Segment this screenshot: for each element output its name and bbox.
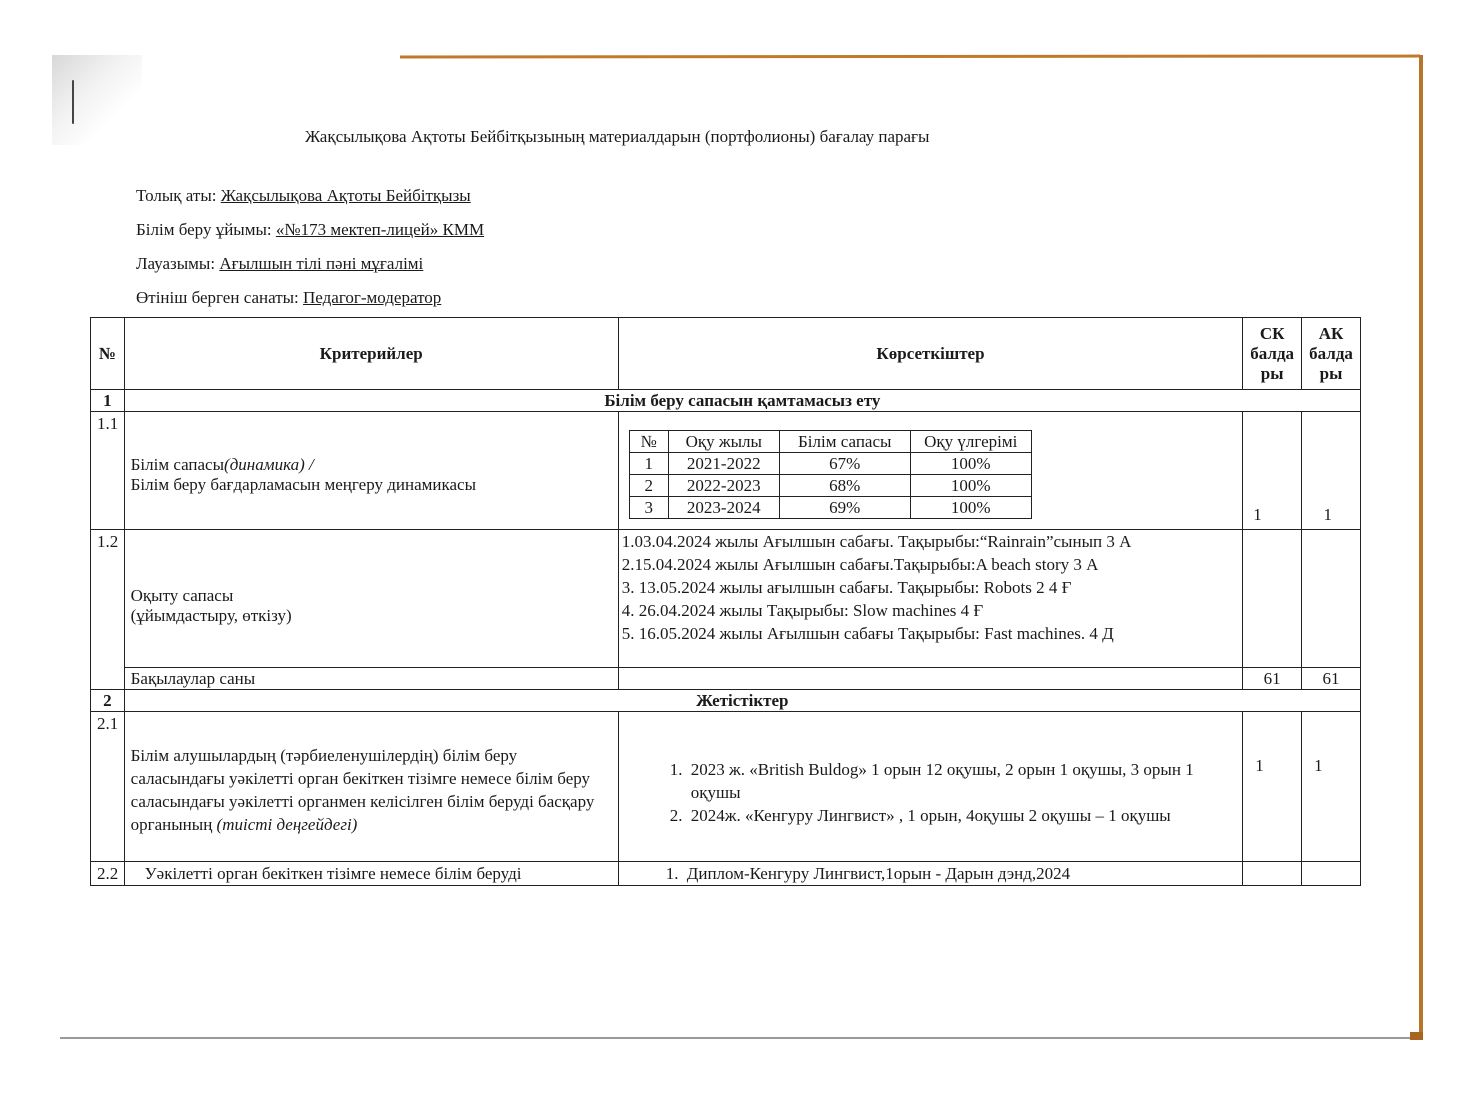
criteria-text: Оқыту сапасы: [130, 585, 234, 605]
row-no: 1.2: [91, 530, 125, 690]
quality-cell: 67%: [779, 453, 910, 475]
achievements-list: [618, 862, 1242, 886]
criteria-italic: (динамика) /: [224, 454, 314, 474]
header-sk-line: ры: [1260, 363, 1284, 383]
row-no: 1.1: [91, 412, 125, 530]
row-criteria: [124, 712, 618, 862]
quality-cell: 69%: [779, 497, 910, 519]
quality-cell: 1: [629, 453, 668, 475]
paper-edge-bottom: [60, 1037, 1420, 1039]
quality-cell: 100%: [910, 475, 1031, 497]
header-ak-line: балда: [1309, 343, 1353, 363]
sk-score-empty: [1243, 530, 1302, 668]
ak-score: 1: [1302, 712, 1361, 862]
info-value: Педагог-модератор: [303, 288, 442, 307]
quality-cell: 100%: [910, 453, 1031, 475]
info-label: Өтініш берген санаты:: [136, 288, 304, 307]
quality-cell: 100%: [910, 497, 1031, 519]
sk-score: 61: [1243, 668, 1302, 690]
observations-indicators: [618, 668, 1242, 690]
criteria-text: Білім беру бағдарламасын меңгеру динамикасы: [130, 474, 476, 494]
info-full-name: [136, 186, 471, 206]
header-ak-line: АК: [1318, 323, 1344, 343]
ak-score-empty: [1302, 530, 1361, 668]
evaluation-table: [90, 317, 1361, 886]
paper-shadow: [52, 55, 142, 145]
info-label: Білім беру ұйымы:: [136, 220, 276, 239]
quality-header: Оқу үлгерімі: [910, 431, 1031, 453]
info-value: Ағылшын тілі пәні мұғалімі: [219, 254, 424, 273]
quality-cell: 3: [629, 497, 668, 519]
section-row: [91, 690, 1361, 712]
table-row: [91, 862, 1361, 886]
quality-cell: 2021-2022: [668, 453, 779, 475]
ak-score-empty: [1302, 862, 1361, 886]
quality-row: [629, 475, 1031, 497]
row-criteria: Уәкілетті орган бекіткен тізімге немесе білім беруді: [124, 862, 618, 886]
achievement-item: 2. 2024ж. «Кенгуру Лингвист» , 1 орын, 4оқушы 2 оқушы – 1 оқушы: [687, 804, 1236, 827]
lessons-list: [618, 530, 1242, 668]
section-title: Жетістіктер: [124, 690, 1360, 712]
sk-score-empty: [1243, 862, 1302, 886]
header-sk-score: [1243, 318, 1302, 390]
info-position: [136, 254, 423, 274]
sk-score: 1: [1243, 412, 1302, 530]
observations-label: Бақылаулар саны: [124, 668, 618, 690]
header-ak-score: [1302, 318, 1361, 390]
quality-header: Оқу жылы: [668, 431, 779, 453]
info-organization: [136, 220, 484, 240]
info-value: «№173 мектеп-лицей» КММ: [275, 220, 485, 239]
quality-cell: 68%: [779, 475, 910, 497]
table-row: [91, 668, 1361, 690]
pen-mark: [72, 80, 74, 124]
section-no: 1: [91, 390, 125, 412]
ak-score: 1: [1302, 412, 1361, 530]
quality-header: Білім сапасы: [779, 431, 910, 453]
quality-header: №: [629, 431, 668, 453]
quality-row: [629, 453, 1031, 475]
achievements-list: [618, 712, 1242, 862]
header-sk-line: балда: [1250, 343, 1295, 363]
section-title: Білім беру сапасын қамтамасыз ету: [124, 390, 1360, 412]
section-row: [91, 390, 1361, 412]
lesson-item: 5. 16.05.2024 жылы Ағылшын сабағы Тақырыбы: Fast machines. 4 Д: [621, 624, 1114, 643]
row-indicators: [618, 412, 1242, 530]
folder-edge-right: [1419, 55, 1423, 1040]
ak-score: 61: [1302, 668, 1361, 690]
criteria-text: (ұйымдастыру, өткізу): [130, 605, 292, 625]
criteria-text: Білім алушылардың (тәрбиеленушілердің) білім беру саласындағы уәкілетті орган бекіткен тізімге немесе білім беру саласындағы уәкілетті органмен келісілген білім беруді басқару органының: [130, 746, 595, 834]
sk-score: 1: [1243, 712, 1302, 862]
row-criteria: [124, 412, 618, 530]
table-row: [91, 412, 1361, 530]
quality-row: [629, 497, 1031, 519]
row-no: 2.1: [91, 712, 125, 862]
folder-edge-corner: [1410, 1032, 1423, 1040]
lesson-item: 4. 26.04.2024 жылы Тақырыбы: Slow machines 4 Ғ: [621, 601, 984, 620]
row-no: 2.2: [91, 862, 125, 886]
header-criteria: Критерийлер: [124, 318, 618, 390]
quality-cell: 2: [629, 475, 668, 497]
document-title: Жақсылықова Ақтоты Бейбітқызының материалдарын (портфолионы) бағалау парағы: [305, 127, 930, 146]
section-no: 2: [91, 690, 125, 712]
header-sk-line: СК: [1259, 323, 1285, 343]
info-category: [136, 288, 441, 308]
header-indicators: Көрсеткіштер: [618, 318, 1242, 390]
info-label: Лауазымы:: [136, 254, 220, 273]
table-row: [91, 530, 1361, 668]
criteria-text: Білім сапасы: [130, 454, 225, 474]
row-criteria: [124, 530, 618, 668]
achievement-item: 1. Диплом-Кенгуру Лингвист,1орын - Дарын дэнд,2024: [683, 862, 1236, 885]
quality-table-header: [629, 431, 1031, 453]
header-ak-line: ры: [1319, 363, 1343, 383]
table-header-row: [91, 318, 1361, 390]
lesson-item: 2.15.04.2024 жылы Ағылшын сабағы.Тақырыбы:A beach story 3 А: [621, 555, 1099, 574]
table-row: [91, 712, 1361, 862]
header-no: №: [91, 318, 125, 390]
criteria-italic: (тиісті деңгейдегі): [216, 815, 358, 834]
lesson-item: 3. 13.05.2024 жылы ағылшын сабағы. Тақырыбы: Robots 2 4 Ғ: [621, 578, 1072, 597]
quality-cell: 2022-2023: [668, 475, 779, 497]
info-label: Толық аты:: [136, 186, 221, 205]
quality-cell: 2023-2024: [668, 497, 779, 519]
achievement-item: 1. 2023 ж. «British Buldog» 1 орын 12 оқушы, 2 орын 1 оқушы, 3 орын 1 оқушы: [687, 758, 1236, 804]
quality-table: [629, 430, 1032, 519]
info-value: Жақсылықова Ақтоты Бейбітқызы: [220, 186, 471, 205]
lesson-item: 1.03.04.2024 жылы Ағылшын сабағы. Тақырыбы:“Rainrain”сынып 3 А: [621, 532, 1132, 551]
